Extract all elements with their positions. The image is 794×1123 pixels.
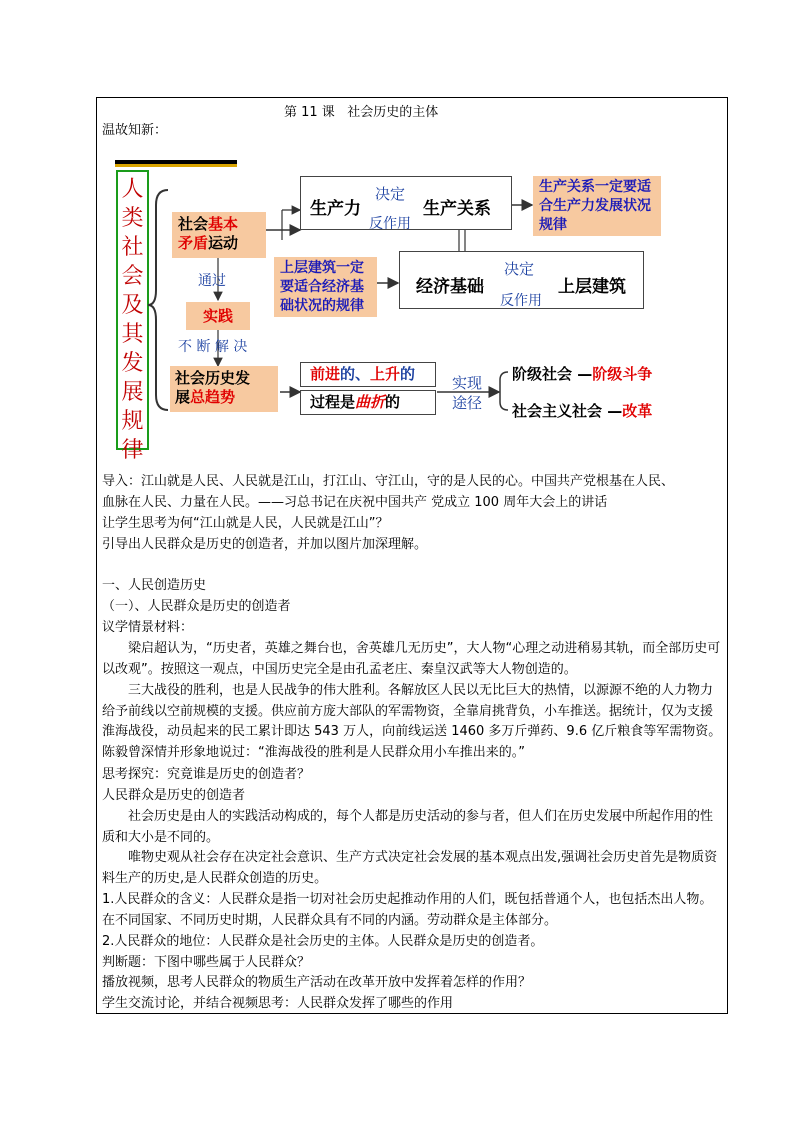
paragraph: 三大战役的胜利，也是人民战争的伟大胜利。各解放区人民以无比巨大的热情，以源源不绝的人力物力给予前线以空前规模的支援。供应前方庞大部队的军需物资，全靠肩挑背负，小车推送。据统计，仅为支援淮海战役，动员起来的民工累计即达 543 万人，向前线运送 1460 多万斤弹药、9.6 亿斤粮食等军需物资。陈毅曾深情并形象地说过：“淮海战役的胜利是人民群众用小车推出来的。” [102,683,722,761]
contradiction-text: 社会 [178,215,209,233]
paragraph: 社会历史是由人的实践活动构成的，每个人都是历史活动的参与者，但人们在历史发展中所起作用的性质和大小是不同的。 [102,809,714,845]
base-superstructure-box [399,251,644,309]
path-label: 途径 [452,394,483,412]
class-society-text: 阶级斗争 [592,365,653,383]
process-box [300,390,436,415]
production-relation: 生产关系 [423,199,491,219]
contradiction-box [172,212,266,258]
reacts-label: 反作用 [500,293,542,309]
answer-title: 人民群众是历史的创造者 [102,788,246,803]
subsection-heading: （一）、人民群众是历史的创造者 [102,599,291,614]
vertical-char: 规 [121,409,144,434]
economic-base: 经济基础 [416,277,484,297]
forward-text: 的 [400,365,416,383]
decides-label: 决定 [504,260,535,278]
trend-highlight: 总趋势 [190,388,236,406]
material-label: 议学情景材料： [102,620,194,635]
contradiction-highlight: 矛盾 [178,234,209,252]
contradiction-text: 运动 [208,234,239,252]
law2-box: 上层建筑一定要适合经济基础状况的规律 [274,257,377,317]
judge-question: 判断题：下图中哪些属于人民群众？ [102,955,311,970]
intro-line: 血脉在人民、力量在人民。——习总书记在庆祝中国共产 党成立 100 周年大会上的讲话 [102,495,608,510]
constant-solve-label: 不 断 解 决 [178,339,248,355]
paragraph: 梁启超认为，“历史者，英雄之舞台也，舍英雄几无历史”，大人物“心理之动进稍易其轨，而全部历史可以改观”。按照这一观点，中国历史完全是由孔孟老庄、秦皇汉武等大人物创造的。 [102,641,721,677]
vertical-char: 类 [121,206,144,231]
vertical-char: 会 [121,264,144,289]
point: 2.人民群众的地位：人民群众是社会历史的主体。人民群众是历史的创造者。 [102,934,544,949]
vertical-char: 人 [121,177,144,202]
reacts-label: 反作用 [369,216,411,232]
superstructure: 上层建筑 [558,277,626,297]
discussion-prompt: 学生交流讨论，并结合视频思考：人民群众发挥了哪些的作用 [102,996,454,1011]
intro-line: 导入：江山就是人民、人民就是江山，打江山、守江山，守的是人民的心。中国共产党根基在人民、 [102,474,675,489]
class-society [512,363,652,384]
realize-label: 实现 [452,374,483,392]
review-label: 温故知新： [102,123,168,138]
forward-text: 的、 [340,365,371,383]
productive-relation-box [300,176,512,230]
vertical-char: 律 [121,438,144,463]
law1-box: 生产关系一定要适合生产力发展状况规律 [533,176,661,236]
paragraph: 唯物史观从社会存在决定社会意识、生产方式决定社会发展的基本观点出发,强调社会历史首先是物质资料生产的历史,是人民群众创造的历史。 [102,850,718,886]
think-question: 思考探究：究竟谁是历史的创造者？ [102,767,311,782]
intro-line: 让学生思考为何“江山就是人民，人民就是江山”？ [102,516,389,531]
left-brace [148,190,168,410]
forward-text: 前进 [310,365,341,383]
trend-box [170,366,278,412]
process-text: 的 [385,393,401,411]
forward-text: 上升 [370,365,401,383]
point: 1.人民群众的含义：人民群众是指一切对社会历史起推动作用的人们，既包括普通个人，也包括杰出人物。在不同国家、不同历史时期，人民群众具有不同的内涵。劳动群众是主体部分。 [102,892,713,928]
through-label: 通过 [198,273,226,289]
forward-box [300,362,436,387]
socialist-society [512,400,652,421]
class-society-text: 阶级社会 — [512,365,593,383]
socialist-society-text: 社会主义社会 — [512,402,623,420]
productive-force: 生产力 [310,199,361,219]
section-heading: 一、人民创造历史 [102,578,207,593]
trend-text: 展 [175,388,191,406]
contradiction-highlight: 基本 [208,215,239,233]
intro-line: 引导出人民群众是历史的创造者，并加以图片加深理解。 [102,537,428,552]
practice-box [186,302,250,330]
vertical-char: 展 [121,380,144,405]
vertical-char: 其 [121,322,144,347]
vertical-char: 发 [121,351,144,376]
vertical-char: 社 [121,235,144,260]
trend-text: 社会历史发 [175,369,251,387]
process-text: 曲折 [355,393,386,411]
vertical-char: 及 [121,293,144,318]
video-prompt: 播放视频，思考人民群众的物质生产活动在改革开放中发挥着怎样的作用？ [102,975,532,990]
lesson-title: 第 11 课 社会历史的主体 [284,105,439,120]
socialist-society-text: 改革 [622,402,653,420]
practice-text: 实践 [202,307,233,325]
process-text: 过程是 [310,393,356,411]
decides-label: 决定 [375,185,406,203]
